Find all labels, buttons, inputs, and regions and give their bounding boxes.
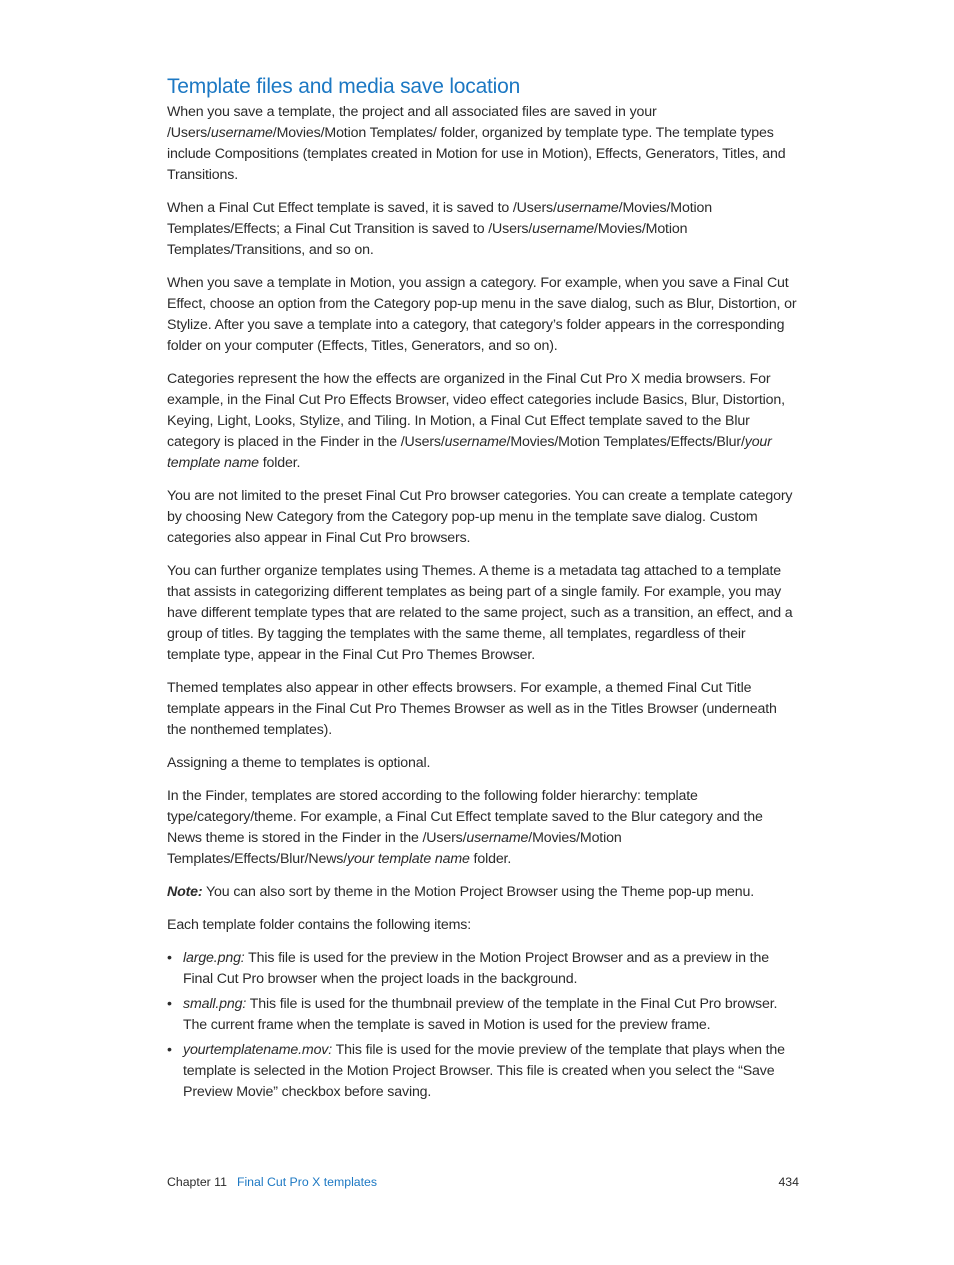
paragraph-themes: You can further organize templates using Themes. A theme is a metadata tag attached to a template that assists in categorizing different templates as being part of a single family. For example, you may have different template types that are related to the same project, such as a transition, an effect, and a group of titles. By tagging the templates with the same theme, all templates, regardless of their template type, appear in the Final Cut Pro Themes Browser. (167, 563, 793, 663)
paragraph-theme-optional: Assigning a theme to templates is optional. (167, 755, 431, 771)
paragraph-custom-categories: You are not limited to the preset Final Cut Pro browser categories. You can create a template category by choosing New Category from the Category pop-up menu in the template save dialog. Custom categories also appear in Final Cut Pro browsers. (167, 488, 793, 546)
bullet-icon: • (167, 996, 172, 1012)
footer-chapter-link[interactable]: Final Cut Pro X templates (236, 1175, 378, 1189)
list-item-large-png: • large.png: This file is used for the preview in the Motion Project Browser and as a preview in the Final Cut Pro browser when the project loads in the background. (167, 950, 769, 987)
paragraph-folder-hierarchy: In the Finder, templates are stored according to the following folder hierarchy: template type/category/theme. For example, a Final Cut Effect template saved to the Blur category and the News theme is stored in the Finder in the /Users/username/Movies/Motion Templates/Effects/Blur/News/your template name folder. (167, 788, 763, 867)
section-heading: Template files and media save location (167, 75, 521, 98)
bullet-icon: • (167, 1042, 172, 1058)
paragraph-categories-browsers: Categories represent the how the effects are organized in the Final Cut Pro X media browsers. For example, in the Final Cut Pro Effects Browser, video effect categories include Basics, Blur, Distortion, Keying, Light, Looks, Stylize, and Tiling. In Motion, a Final Cut Effect template saved to the Blur category is placed in the Finder in the /Users/username/Movies/Motion Templates/Effects/Blur/your template name folder. (167, 371, 785, 471)
bullet-icon: • (167, 950, 172, 966)
paragraph-themed-templates: Themed templates also appear in other effects browsers. For example, a themed Final Cut Title template appears in the Final Cut Pro Themes Browser as well as in the Titles Browser (underneath the nonthemed templates). (167, 680, 777, 738)
paragraph-save-location: When you save a template, the project and all associated files are saved in your /Users/username/Movies/Motion Templates/ folder, organized by template type. The template types include Compositions (templates created in Motion for use in Motion), Effects, Generators, Titles, and Transitions. (167, 104, 786, 183)
list-item-small-png: • small.png: This file is used for the thumbnail preview of the template in the Final Cut Pro browser. The current frame when the template is saved in Motion is used for the preview frame. (167, 996, 778, 1033)
footer-chapter: Chapter 11 (167, 1175, 227, 1189)
document-body (167, 72, 799, 1107)
page-footer (167, 1172, 799, 1192)
note-paragraph (167, 882, 799, 903)
page-number: 434 (778, 1175, 799, 1189)
note-label: Note: (167, 884, 203, 900)
paragraph-categories-assign: When you save a template in Motion, you assign a category. For example, when you save a Final Cut Effect, choose an option from the Category pop-up menu in the save dialog, such as Blur, Distortion, or Stylize. After you save a template into a category, that category’s folder appears in the corresponding folder on your computer (Effects, Titles, Generators, and so on). (167, 275, 797, 354)
folder-items-list (167, 948, 799, 1103)
list-item-template-mov: • yourtemplatename.mov: This file is used for the movie preview of the template that plays when the template is selected in the Motion Project Browser. This file is created when you select the “Save Preview Movie” checkbox before saving. (167, 1042, 785, 1100)
paragraph-folder-contents: Each template folder contains the following items: (167, 917, 472, 933)
note-text: You can also sort by theme in the Motion Project Browser using the Theme pop-up menu. (202, 884, 755, 900)
paragraph-effect-paths: When a Final Cut Effect template is saved, it is saved to /Users/username/Movies/Motion Templates/Effects; a Final Cut Transition is saved to /Users/username/Movies/Motion Templates/Transitions, and so on. (167, 200, 712, 258)
